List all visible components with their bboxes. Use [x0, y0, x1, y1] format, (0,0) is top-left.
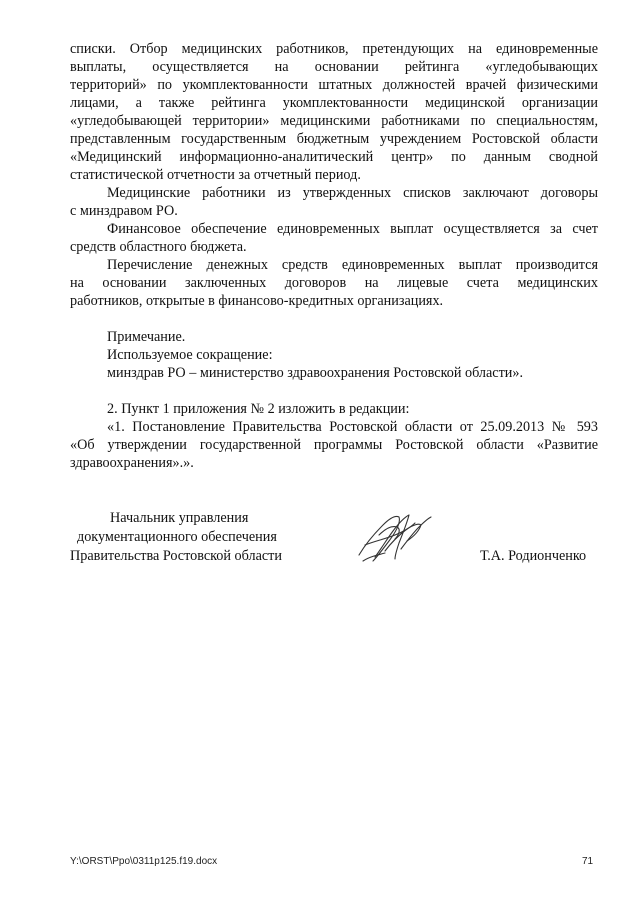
body-line: с минздравом РО. — [70, 203, 178, 219]
point-2-text: «1. Постановление Правительства Ростовской области от 25.09.2013 № 593 — [107, 419, 598, 435]
signatory-position: Начальник управления — [110, 510, 249, 526]
body-line: работников, открытые в финансово-кредитных организациях. — [70, 293, 444, 309]
handwritten-signature — [355, 505, 445, 567]
point-2-text: «Об утверждении государственной программы Ростовской области «Развитие — [70, 437, 598, 453]
note-subtitle: Используемое сокращение: — [107, 347, 273, 363]
file-path: Y:\ORST\Ppo\0311p125.f19.docx — [70, 856, 218, 867]
body-line: списки. Отбор медицинских работников, претендующих на единовременные — [70, 41, 598, 57]
body-line: «Медицинский информационно-аналитический центр» по данным сводной — [70, 149, 598, 165]
body-line: выплаты, осуществляется на основании рейтинга «угледобывающих — [70, 59, 598, 75]
body-line: территорий» по укомплектованности штатных должностей врачей физическими — [70, 77, 598, 93]
body-line: статистической отчетности за отчетный период. — [70, 167, 361, 183]
point-2-text: здравоохранения».». — [70, 455, 194, 471]
body-line: Перечисление денежных средств единовременных выплат производится — [107, 257, 598, 273]
body-line: Финансовое обеспечение единовременных выплат осуществляется за счет — [107, 221, 598, 237]
signatory-position: документационного обеспечения — [77, 529, 277, 545]
note-title: Примечание. — [107, 329, 186, 345]
body-line: представленным государственным бюджетным учреждением Ростовской области — [70, 131, 598, 147]
note-abbreviation: минздрав РО – министерство здравоохранения Ростовской области». — [107, 365, 524, 381]
body-line: «угледобывающей территории» медицинскими работниками по специальностям, — [70, 113, 598, 129]
body-line: средств областного бюджета. — [70, 239, 247, 255]
page-number: 71 — [582, 856, 594, 867]
body-line: на основании заключенных договоров на лицевые счета медицинских — [70, 275, 598, 291]
body-line: лицами, а также рейтинга укомплектованности медицинской организации — [70, 95, 598, 111]
body-line: Медицинские работники из утвержденных списков заключают договоры — [107, 185, 598, 201]
signatory-position: Правительства Ростовской области — [70, 548, 282, 564]
signatory-name: Т.А. Родионченко — [480, 548, 587, 564]
point-2-heading: 2. Пункт 1 приложения № 2 изложить в редакции: — [107, 401, 410, 417]
